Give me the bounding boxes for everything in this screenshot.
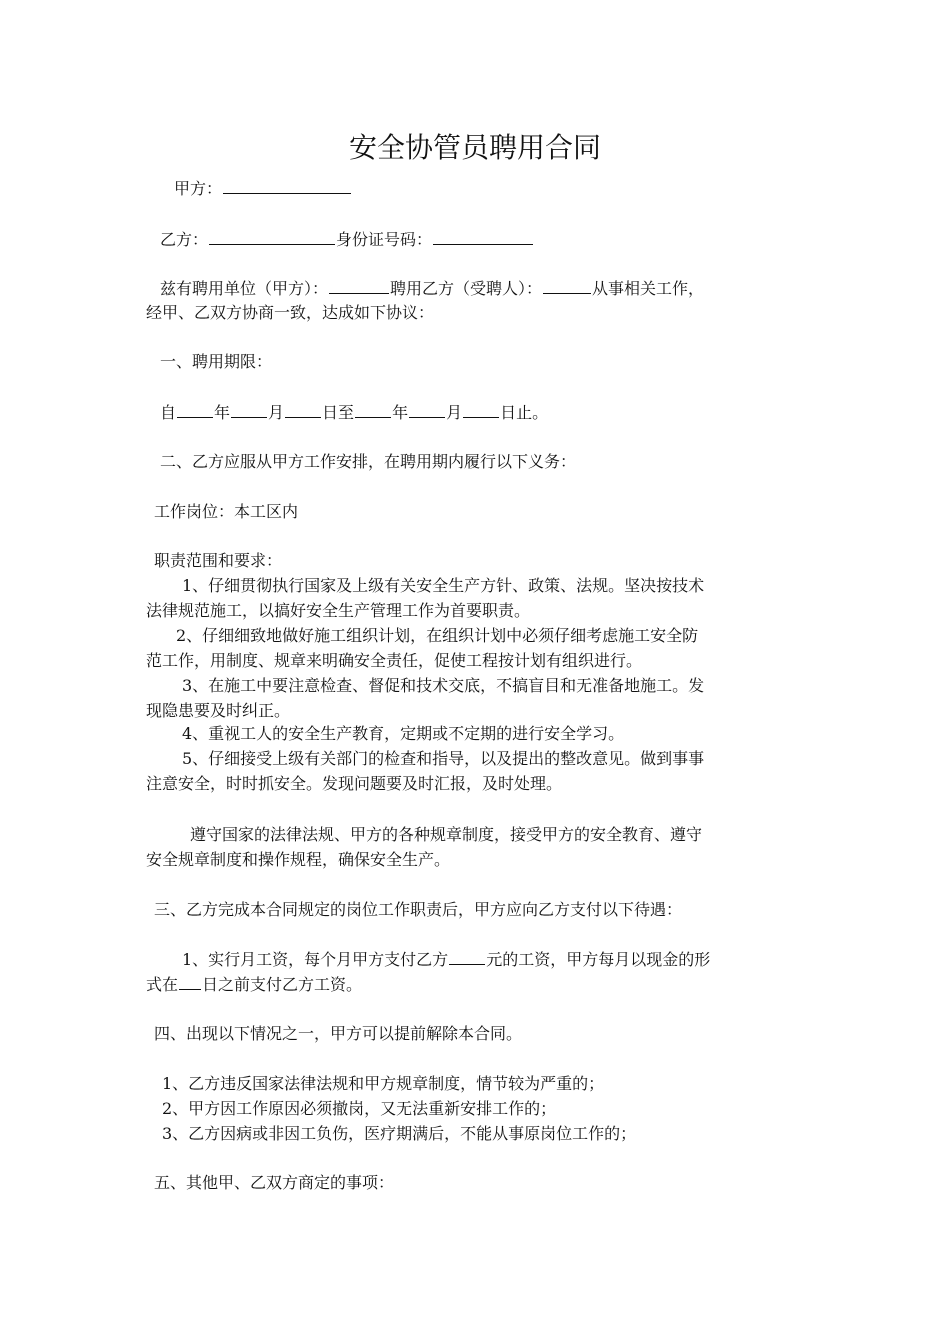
pay-line-2 bbox=[146, 972, 362, 997]
pay-text-d: 日之前支付乙方工资。 bbox=[202, 975, 363, 994]
document-title: 安全协管员聘用合同 bbox=[348, 131, 601, 164]
party-a-blank[interactable] bbox=[223, 176, 351, 194]
party-b-blank[interactable] bbox=[209, 227, 335, 245]
comply-line-1: 遵守国家的法律法规、甲方的各种规章制度，接受甲方的安全教育、遵守 bbox=[190, 825, 703, 844]
id-label: 身份证号码： bbox=[336, 230, 433, 249]
term-month-1: 月 bbox=[268, 403, 285, 422]
intro-employee-label: 聘用乙方（受聘人）： bbox=[390, 279, 543, 298]
termination-item: 2、甲方因工作原因必须撤岗，又无法重新安排工作的； bbox=[162, 1099, 557, 1118]
term-line bbox=[160, 400, 548, 425]
section-2-heading: 二、乙方应服从甲方工作安排，在聘用期内履行以下义务： bbox=[160, 452, 577, 471]
start-year-blank[interactable] bbox=[177, 400, 213, 418]
duty-line: 5、仔细接受上级有关部门的检查和指导，以及提出的整改意见。做到事事 bbox=[182, 749, 705, 768]
duty-line: 2、仔细细致地做好施工组织计划，在组织计划中必须仔细考虑施工安全防 bbox=[176, 626, 699, 645]
section-1-heading: 一、聘用期限： bbox=[160, 352, 273, 371]
pay-line-1 bbox=[182, 947, 710, 972]
duty-line: 现隐患要及时纠正。 bbox=[146, 701, 291, 720]
comply-line-2: 安全规章制度和操作规程，确保安全生产。 bbox=[146, 850, 451, 869]
pay-text-a: 1、实行月工资，每个月甲方支付乙方 bbox=[182, 950, 449, 969]
term-from: 自 bbox=[160, 403, 177, 422]
party-b-line bbox=[160, 227, 534, 252]
intro-employer-label: 兹有聘用单位（甲方）： bbox=[160, 279, 329, 298]
term-year-2: 年 bbox=[392, 403, 409, 422]
work-post: 工作岗位：本工区内 bbox=[154, 502, 299, 521]
id-number-blank[interactable] bbox=[433, 227, 533, 245]
section-5-heading: 五、其他甲、乙双方商定的事项： bbox=[154, 1173, 395, 1192]
section-3-heading: 三、乙方完成本合同规定的岗位工作职责后，甲方应向乙方支付以下待遇： bbox=[154, 900, 683, 919]
intro-work-text: 从事相关工作， bbox=[592, 279, 705, 298]
term-day-to: 日至 bbox=[322, 403, 355, 422]
employer-blank[interactable] bbox=[329, 276, 389, 294]
duty-line: 3、在施工中要注意检查、督促和技术交底，不搞盲目和无准备地施工。发 bbox=[182, 676, 705, 695]
end-day-blank[interactable] bbox=[463, 400, 499, 418]
termination-item: 1、乙方违反国家法律法规和甲方规章制度，情节较为严重的； bbox=[162, 1074, 605, 1093]
pay-text-b: 元的工资，甲方每月以现金的形 bbox=[486, 950, 711, 969]
duty-line: 1、仔细贯彻执行国家及上级有关安全生产方针、政策、法规。坚决按技术 bbox=[182, 576, 705, 595]
duties-heading: 职责范围和要求： bbox=[154, 551, 283, 570]
term-year-1: 年 bbox=[214, 403, 231, 422]
duty-line: 注意安全，时时抓安全。发现问题要及时汇报，及时处理。 bbox=[146, 774, 563, 793]
party-a-line bbox=[174, 176, 352, 201]
end-year-blank[interactable] bbox=[355, 400, 391, 418]
salary-amount-blank[interactable] bbox=[449, 947, 485, 965]
start-day-blank[interactable] bbox=[285, 400, 321, 418]
party-a-label: 甲方： bbox=[174, 179, 223, 198]
intro-line-1 bbox=[160, 276, 704, 301]
end-month-blank[interactable] bbox=[409, 400, 445, 418]
party-b-label: 乙方： bbox=[160, 230, 209, 249]
intro-line-2: 经甲、乙双方协商一致，达成如下协议： bbox=[146, 303, 435, 322]
term-month-2: 月 bbox=[446, 403, 463, 422]
duty-line: 4、重视工人的安全生产教育，定期或不定期的进行安全学习。 bbox=[182, 724, 625, 743]
start-month-blank[interactable] bbox=[231, 400, 267, 418]
duty-line: 法律规范施工，以搞好安全生产管理工作为首要职责。 bbox=[146, 601, 531, 620]
duty-line: 范工作，用制度、规章来明确安全责任，促使工程按计划有组织进行。 bbox=[146, 651, 643, 670]
termination-item: 3、乙方因病或非因工负伤，医疗期满后，不能从事原岗位工作的； bbox=[162, 1124, 637, 1143]
employee-blank[interactable] bbox=[543, 276, 591, 294]
term-day-end: 日止。 bbox=[500, 403, 549, 422]
pay-day-blank[interactable] bbox=[179, 972, 201, 990]
section-4-heading: 四、出现以下情况之一，甲方可以提前解除本合同。 bbox=[154, 1024, 523, 1043]
pay-text-c: 式在 bbox=[146, 975, 179, 994]
